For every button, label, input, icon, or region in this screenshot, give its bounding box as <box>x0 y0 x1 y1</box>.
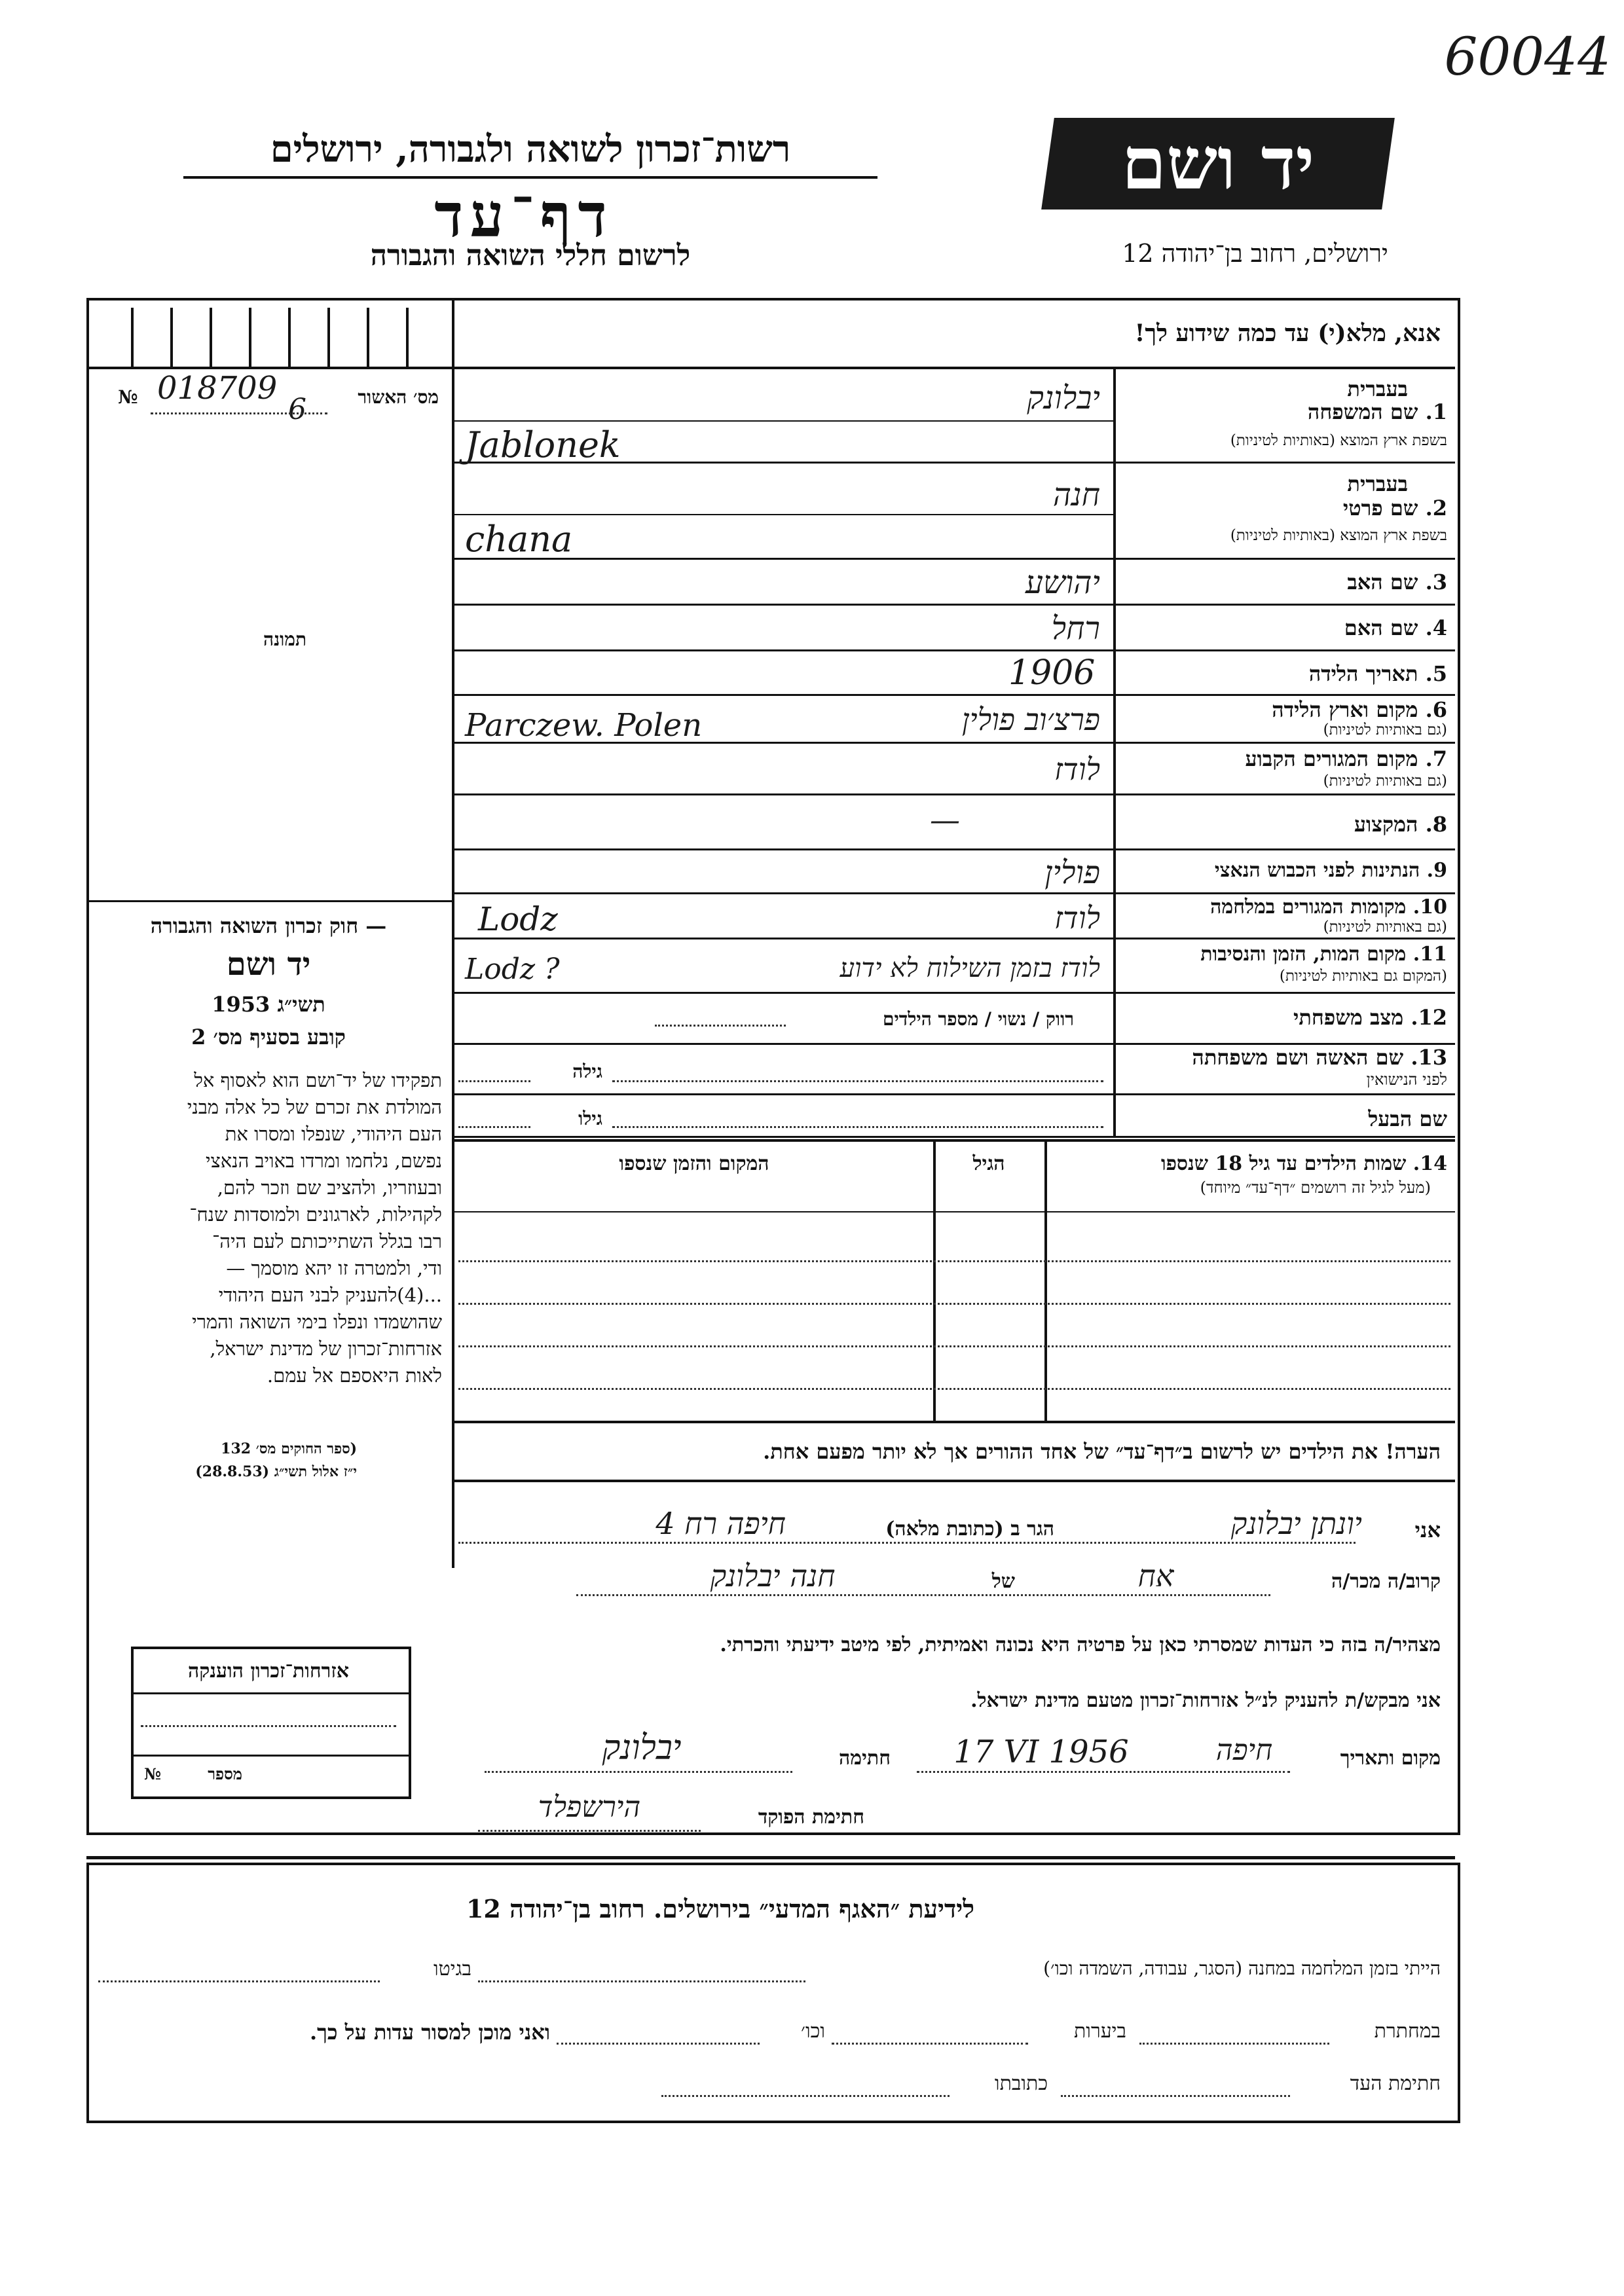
field-11-sub: (המקום גם באותיות לטיניות) <box>1279 968 1447 985</box>
field-6-hebrew: פרצ׳וב פולין <box>961 702 1100 737</box>
approval-suffix: 6 <box>288 393 306 426</box>
field-3-value: יהושע <box>1025 564 1100 601</box>
bottom-line3a: חתימת העד <box>1350 2072 1441 2095</box>
instruction: אנא, מלא(י) עד כמה שידוע לך! <box>1134 319 1441 347</box>
law-line: שהושמדו ונפלו בימי השואה והמרי <box>192 1311 442 1333</box>
form-title: דף־עד <box>434 180 614 251</box>
law-year-greg: 1953 <box>212 992 270 1017</box>
law-line: ודי, ולמטרה זו יהא מוסמך — <box>226 1257 442 1279</box>
col-age-header: הגיל <box>972 1152 1005 1175</box>
authority-title: רשות־זכרון לשואה ולגבורה, ירושלים <box>183 128 877 179</box>
field-2-hebrew: חנה <box>1052 477 1100 513</box>
field-3-label: 3. שם האב <box>1347 570 1447 594</box>
law-year <box>92 992 445 1017</box>
field-8-value: — <box>930 802 960 837</box>
law-line: ...(4)להעניק לבני העם היהודי <box>218 1284 442 1306</box>
field-5-label: 5. תאריך הלידה <box>1308 661 1447 686</box>
address: ירושלים, רחוב בן־יהודה 12 <box>1122 239 1388 268</box>
officer-label: חתימת הפוקד <box>758 1806 864 1829</box>
note: הערה! את הילדים יש לרשום ב״דף־עד״ של אחד ההורים אך לא יותר מפעם אחת. <box>763 1439 1441 1464</box>
field-5-value: 1906 <box>1008 653 1096 693</box>
field-2-latin: chana <box>465 519 573 560</box>
declare-text: מצהיר/ה בזה כי העדות שמסרתי כאן על פרטיה היא נכונה ואמיתית, לפי מיטב ידיעתי והכרתי. <box>720 1633 1441 1656</box>
bottom-line2c: וכו׳ <box>801 2020 825 2043</box>
law-line: העם היהודי, שנפלו ומסרו את <box>225 1123 442 1145</box>
law-line: אזרחות־זכרון של מדינת ישראל, <box>210 1338 442 1360</box>
citizenship-number-label: מספר <box>208 1764 242 1783</box>
form-subtitle: לרשום חללי השואה והגבורה <box>370 239 691 272</box>
law-ref-2: י״ז אלול תשי״ג (28.8.53) <box>195 1463 357 1480</box>
declarant-name: יונתן יבלונק <box>1230 1506 1362 1541</box>
approval-prefix: № <box>118 386 138 408</box>
field-6-sub: (גם באותיות לטיניות) <box>1323 721 1447 738</box>
approval-label: מס׳ האשור <box>358 386 439 408</box>
field-9-value: פולין <box>1044 854 1100 891</box>
field-1-latin: Jablonek <box>465 424 621 465</box>
of-value: חנה יבלונק <box>710 1558 836 1594</box>
law-line: המולדת את זכרם של כל אלה מבני <box>187 1096 442 1118</box>
bottom-line2a: במחתרת <box>1374 2020 1441 2043</box>
law-year-heb: תשי״ג <box>277 992 325 1017</box>
law-line: לאות היאספם אל עמם. <box>267 1364 442 1387</box>
law-line: תפקידו של יד־ושם הוא לאסוף אל <box>194 1069 442 1091</box>
bottom-line3b: כתובתו <box>994 2072 1048 2095</box>
field-10-latin: Lodz <box>478 900 558 938</box>
field-11-label: 11. מקום המות, הזמן והנסיבות <box>1200 943 1447 966</box>
photo-label: תמונה <box>263 629 307 650</box>
approval-number: 018709 <box>157 370 278 407</box>
field-8-label: 8. המקצוע <box>1354 812 1447 837</box>
date-value: 17 VI 1956 <box>953 1734 1129 1770</box>
bottom-line2b: ביערות <box>1073 2020 1126 2043</box>
law-line: רבו בגלל השתייכותם לעם היה־ <box>212 1230 442 1252</box>
law-line: ובעוזריו, ולהציב שם וזכר להם, <box>217 1176 442 1199</box>
col-place-header: המקום והזמן שנספו <box>619 1152 769 1175</box>
law-ref-1: (ספר החוקים מס׳ 132 <box>221 1440 357 1457</box>
field-11-hebrew: לודז בזמן השילוח לא ידוע <box>840 953 1100 983</box>
bottom-title: לידיעת ״האגף המדעי״ בירושלים. רחוב בן־יהודה 12 <box>466 1894 975 1923</box>
field-12-value: רווק / נשוי / מספר הילדים <box>882 1008 1074 1030</box>
field-13-label: 13. שם האשה ושם משפחתה <box>1192 1045 1447 1070</box>
field-11-latin: Lodz ? <box>465 953 560 986</box>
relative-value: אח <box>1137 1558 1174 1594</box>
field-6-label: 6. מקום וארץ הלידה <box>1272 697 1447 722</box>
field-7-label: 7. מקום המגורים הקבוע <box>1245 746 1447 771</box>
field-4-label: 4. שם האם <box>1344 615 1447 640</box>
husband-label: שם הבעל <box>1368 1106 1447 1131</box>
field-7-sub: (גם באותיות לטיניות) <box>1323 773 1447 790</box>
wife-age-label: גילה <box>572 1061 602 1082</box>
field-2-label: 2. שם פרטי <box>1342 496 1447 520</box>
archive-number: 60044 <box>1444 26 1611 87</box>
citizenship-title: אזרחות־זכרון הוענקה <box>187 1660 350 1683</box>
law-line: לקהילות, לארגונים ולמוסדות שנח־ <box>189 1203 442 1226</box>
law-heading: — חוק זכרון השואה והגבורה <box>150 913 387 938</box>
field-10-sub: (גם באותיות לטיניות) <box>1323 919 1447 936</box>
field-10-hebrew: לודז <box>1054 900 1100 936</box>
field-2-sub: בשפת ארץ המוצא (באותיות לטיניות) <box>1230 527 1447 544</box>
signature-value: יבלונק <box>602 1728 682 1768</box>
of-label: של <box>991 1570 1015 1593</box>
field-9-label: 9. הנתינות לפני הכבוש הנאצי <box>1214 859 1447 882</box>
law-section: קובע בסעיף מס׳ 2 <box>191 1025 346 1049</box>
law-line: נפשם, נלחמו ומרדו באויב הנאצי <box>205 1150 442 1172</box>
husband-age-label: גילו <box>578 1108 602 1129</box>
field-10-label: 10. מקומות המגורים במלחמה <box>1210 896 1447 919</box>
logo-block <box>1041 118 1395 210</box>
field-6-latin: Parczew. Polen <box>465 707 703 744</box>
signature-label: חתימה <box>839 1747 891 1770</box>
field-14-label: 14. שמות הילדים עד גיל 18 שנספו <box>1160 1152 1447 1175</box>
field-7-value: לודז <box>1054 752 1100 787</box>
heb-label-2: בעברית <box>1347 471 1408 496</box>
law-name: יד ושם <box>226 946 311 983</box>
field-1-hebrew: יבלונק <box>1027 380 1100 416</box>
declarant-lives-label: הגר ב (כתובת מלאה) <box>885 1518 1054 1540</box>
heb-label-1: בעברית <box>1347 376 1408 401</box>
field-4-value: רחל <box>1051 610 1100 647</box>
field-14-sub: (מעל לגיל זה רושמים ״דף־עד״ מיוחד) <box>1200 1178 1431 1197</box>
law-text <box>95 1067 442 1389</box>
field-1-label: 1. שם המשפחה <box>1307 399 1447 424</box>
relative-label: קרוב/ה מכר/ה <box>1331 1570 1441 1593</box>
place-value: חיפה <box>1215 1734 1273 1767</box>
field-1-sub: בשפת ארץ המוצא (באותיות לטיניות) <box>1230 432 1447 449</box>
logo-text: יד ושם <box>1121 121 1315 206</box>
officer-signature: הירשפלד <box>538 1791 641 1824</box>
declarant-address: חיפה רח 4 <box>655 1506 786 1541</box>
bottom-line1b: בגיטו <box>433 1958 471 1980</box>
place-date-label: מקום ותאריך <box>1340 1747 1441 1770</box>
request-text: אני מבקש/ת להעניק לנ״ל אזרחות־זכרון מטעם מדינת ישראל. <box>970 1689 1441 1712</box>
citizenship-number-prefix: № <box>144 1764 162 1783</box>
declarant-ani-label: אני <box>1414 1518 1441 1542</box>
field-12-label: 12. מצב משפחתי <box>1293 1005 1447 1030</box>
bottom-line2d: ואני מוכן למסור עדות על כך. <box>309 2020 550 2045</box>
bottom-line1a: הייתי בזמן המלחמה במחנה (הסגר, עבודה, השמדה וכו׳) <box>1043 1958 1441 1979</box>
field-13-sub: לפני הנישואין <box>1366 1070 1447 1089</box>
